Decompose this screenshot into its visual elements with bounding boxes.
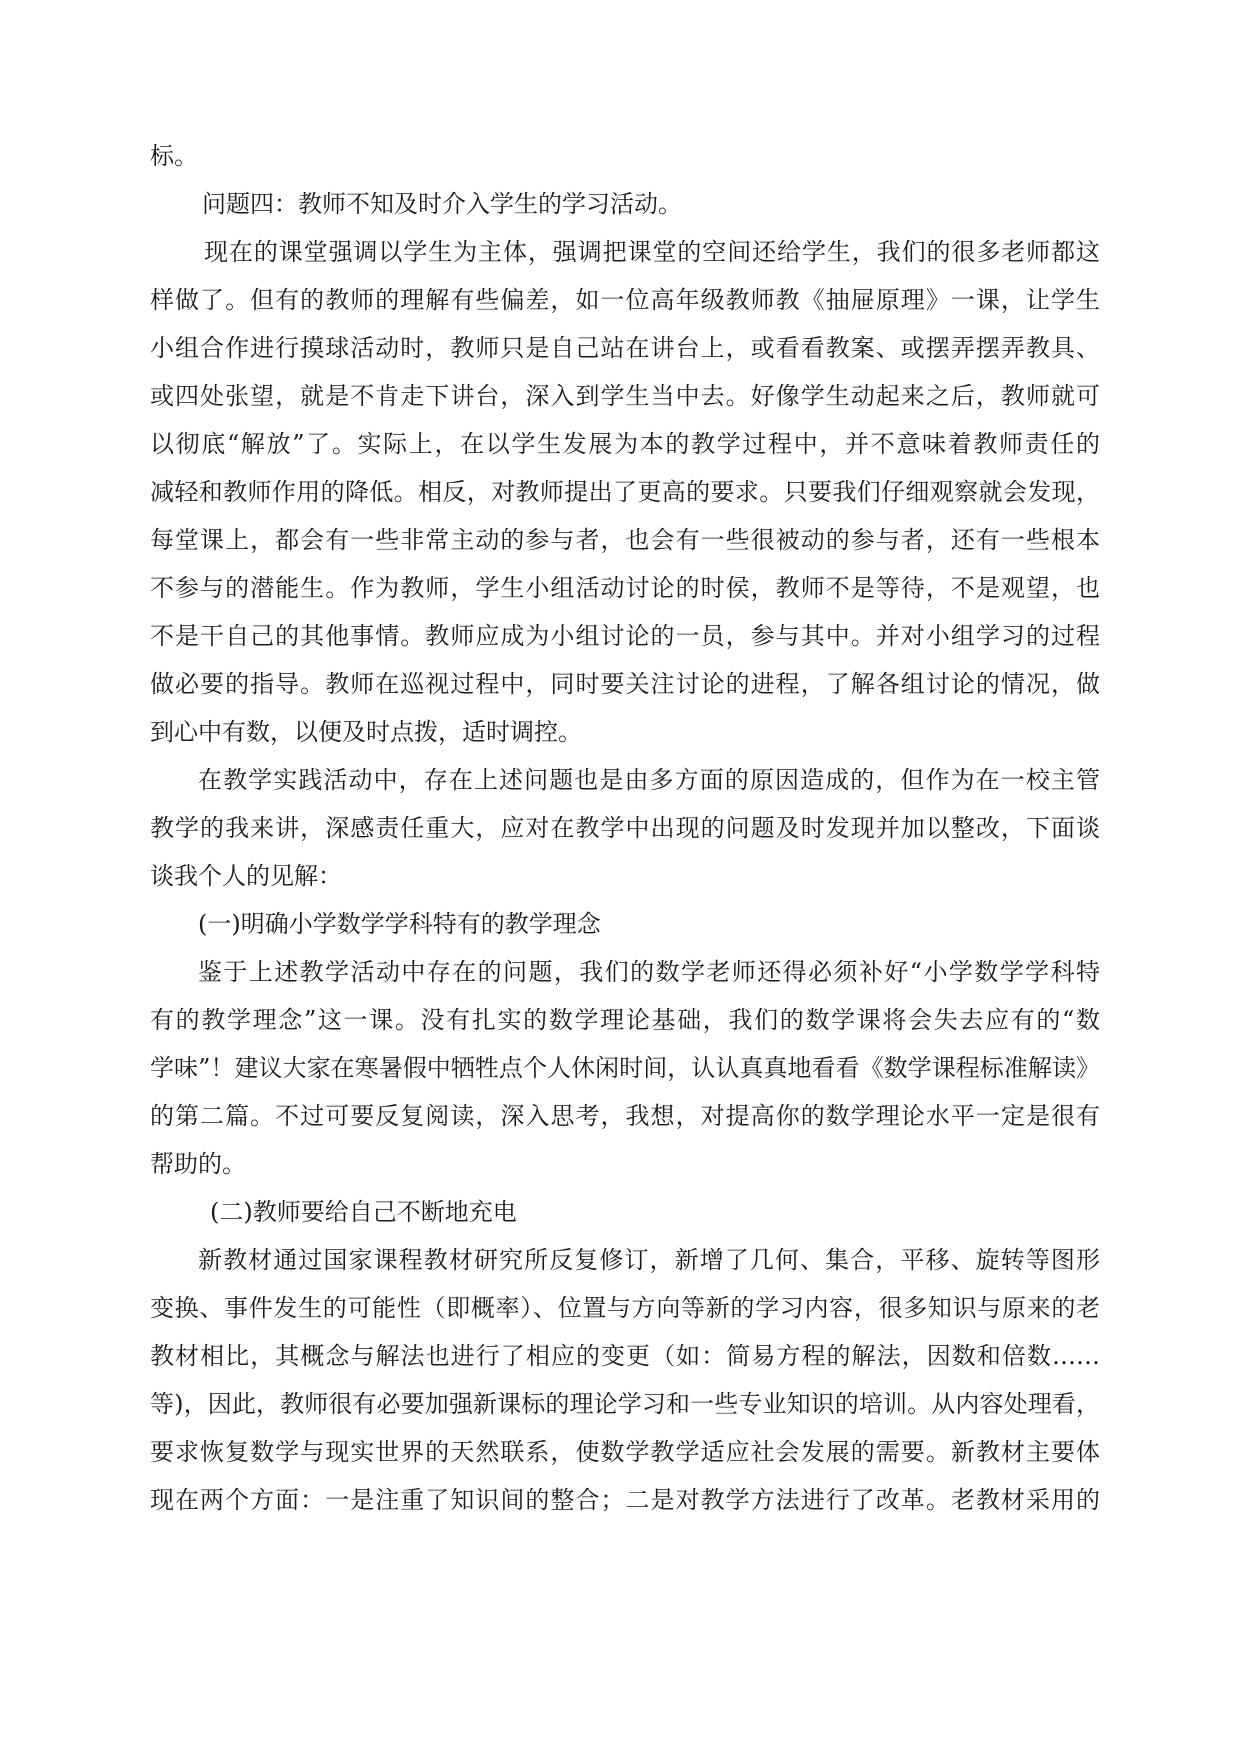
section-heading: (二)教师要给自己不断地充电: [210, 1198, 517, 1226]
text-line: 小组合作进行摸球活动时，教师只是自己站在讲台上，或看看教案、或摆弄摆弄教具、: [150, 334, 1100, 362]
text-line: 以彻底“解放”了。实际上，在以学生发展为本的教学过程中，并不意味着教师责任的: [150, 430, 1100, 458]
text-line: 现在的课堂强调以学生为主体，强调把课堂的空间还给学生，我们的很多老师都这: [204, 238, 1100, 266]
text-line: 到心中有数，以便及时点拨，适时调控。: [150, 718, 582, 746]
text-line: 学味”！建议大家在寒暑假中牺牲点个人休闲时间，认认真真地看看《数学课程标准解读》: [150, 1054, 1100, 1082]
text-line: 标。: [150, 142, 198, 170]
text-line: 现在两个方面：一是注重了知识间的整合；二是对教学方法进行了改革。老教材采用的: [150, 1486, 1100, 1514]
text-line: 新教材通过国家课程教材研究所反复修订，新增了几何、集合，平移、旋转等图形: [198, 1246, 1100, 1274]
text-line: 变换、事件发生的可能性（即概率）、位置与方向等新的学习内容，很多知识与原来的老: [150, 1294, 1100, 1322]
text-line: 或四处张望，就是不肯走下讲台，深入到学生当中去。好像学生动起来之后，教师就可: [150, 382, 1100, 410]
text-line: 的第二篇。不过可要反复阅读，深入思考，我想，对提高你的数学理论水平一定是很有: [150, 1102, 1100, 1130]
text-line: 做必要的指导。教师在巡视过程中，同时要关注讨论的进程，了解各组讨论的情况，做: [150, 670, 1100, 698]
text-line: 帮助的。: [150, 1150, 246, 1178]
section-heading: (一)明确小学数学学科特有的教学理念: [198, 910, 601, 938]
text-line: 每堂课上，都会有一些非常主动的参与者，也会有一些很被动的参与者，还有一些根本: [150, 526, 1100, 554]
text-line: 不参与的潜能生。作为教师，学生小组活动讨论的时侯，教师不是等待，不是观望，也: [150, 574, 1100, 602]
text-line: 等)，因此，教师很有必要加强新课标的理论学习和一些专业知识的培训。从内容处理看，: [150, 1390, 1100, 1418]
text-line: 不是干自己的其他事情。教师应成为小组讨论的一员，参与其中。并对小组学习的过程: [150, 622, 1100, 650]
text-line: 减轻和教师作用的降低。相反，对教师提出了更高的要求。只要我们仔细观察就会发现，: [150, 478, 1100, 506]
text-line: 样做了。但有的教师的理解有些偏差，如一位高年级教师教《抽屉原理》一课，让学生: [150, 286, 1100, 314]
text-line: 教学的我来讲，深感责任重大，应对在教学中出现的问题及时发现并加以整改，下面谈: [150, 814, 1100, 842]
text-line: 要求恢复数学与现实世界的天然联系，使数学教学适应社会发展的需要。新教材主要体: [150, 1438, 1100, 1466]
text-line: 谈我个人的见解：: [150, 862, 342, 890]
text-line: 有的教学理念”这一课。没有扎实的数学理论基础，我们的数学课将会失去应有的“数: [150, 1006, 1100, 1034]
text-line: 在教学实践活动中，存在上述问题也是由多方面的原因造成的，但作为在一校主管: [198, 766, 1100, 794]
text-line: 教材相比，其概念与解法也进行了相应的变更（如：简易方程的解法，因数和倍数……: [150, 1342, 1100, 1370]
text-line: 鉴于上述教学活动中存在的问题，我们的数学老师还得必须补好“小学数学学科特: [198, 958, 1100, 986]
section-heading: 问题四：教师不知及时介入学生的学习活动。: [202, 190, 682, 218]
